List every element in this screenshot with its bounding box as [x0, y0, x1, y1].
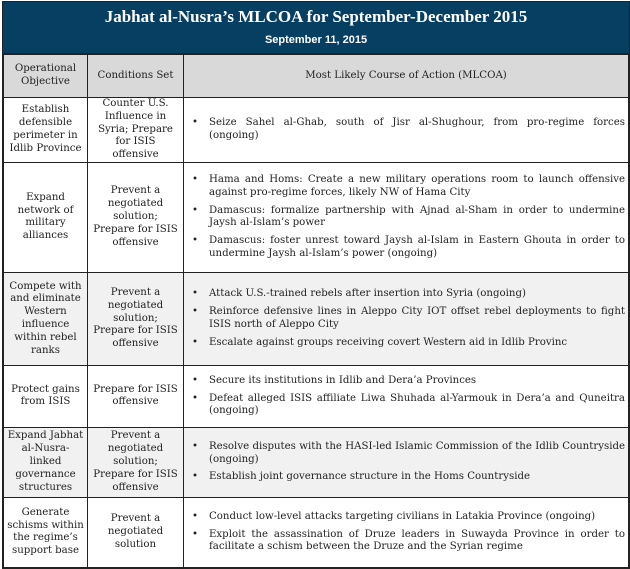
- conditions-cell: Prevent a negotiated solution; Prepare for ISIS offensive: [88, 272, 184, 365]
- action-item: • Defeat alleged ISIS affiliate Liwa Shuhada al-Yarmouk in Dera’a and Quneitra (ongoing): [187, 393, 625, 419]
- conditions-cell: Prevent a negotiated solution; Prepare for ISIS offensive: [88, 427, 184, 497]
- table-row: [4, 162, 629, 272]
- actions-cell: [184, 98, 629, 163]
- actions-list: [187, 174, 625, 261]
- action-item: • Exploit the assassination of Druze leaders in Suwayda Province in order to facilitate a schism between the Druze and the Syrian regime: [187, 529, 625, 555]
- actions-list: [187, 375, 625, 418]
- actions-cell: [184, 497, 629, 567]
- objective-cell: Generate schisms within the regime’s support base: [4, 497, 88, 567]
- header-conditions: Conditions Set: [88, 55, 184, 98]
- title-banner: [3, 2, 629, 54]
- objective-cell: Establish defensible perimeter in Idlib Province: [4, 98, 88, 163]
- action-item: • Damascus: foster unrest toward Jaysh al-Islam in Eastern Ghouta in order to undermine Jaysh al-Islam’s power (ongoing): [187, 235, 625, 261]
- actions-cell: [184, 427, 629, 497]
- actions-list: [187, 441, 625, 484]
- actions-list: [187, 117, 625, 143]
- action-item: • Seize Sahel al-Ghab, south of Jisr al-Shughour, from pro-regime forces (ongoing): [187, 117, 625, 143]
- table-row: [4, 365, 629, 427]
- action-item: • Reinforce defensive lines in Aleppo City IOT offset rebel deployments to fight ISIS north of Aleppo City: [187, 306, 625, 332]
- actions-list: [187, 511, 625, 554]
- conditions-cell: Prevent a negotiated solution: [88, 497, 184, 567]
- table-title: Jabhat al-Nusra’s MLCOA for September-December 2015: [104, 7, 528, 26]
- action-item: • Damascus: formalize partnership with Ajnad al-Sham in order to undermine Jaysh al-Islam’s power: [187, 205, 625, 231]
- conditions-cell: Prepare for ISIS offensive: [88, 365, 184, 427]
- conditions-cell: Counter U.S. Influence in Syria; Prepare for ISIS offensive: [88, 98, 184, 163]
- actions-cell: [184, 365, 629, 427]
- table-row: [4, 272, 629, 365]
- header-mlcoa: Most Likely Course of Action (MLCOA): [184, 55, 629, 98]
- header-row: [4, 55, 629, 98]
- table-row: [4, 427, 629, 497]
- table-row: [4, 98, 629, 163]
- mlcoa-table-container: [2, 1, 630, 569]
- header-objective: Operational Objective: [4, 55, 88, 98]
- action-item: • Escalate against groups receiving covert Western aid in Idlib Provinc: [187, 337, 625, 350]
- actions-cell: [184, 162, 629, 272]
- objective-cell: Protect gains from ISIS: [4, 365, 88, 427]
- mlcoa-table: [3, 54, 629, 568]
- action-item: • Attack U.S.-trained rebels after insertion into Syria (ongoing): [187, 288, 625, 301]
- table-date: September 11, 2015: [264, 34, 368, 46]
- table-row: [4, 497, 629, 567]
- action-item: • Conduct low-level attacks targeting civilians in Latakia Province (ongoing): [187, 511, 625, 524]
- action-item: • Resolve disputes with the HASI-led Islamic Commission of the Idlib Countryside (ongoing): [187, 441, 625, 467]
- objective-cell: Expand network of military alliances: [4, 162, 88, 272]
- objective-cell: Expand Jabhat al-Nusra-linked governance structures: [4, 427, 88, 497]
- actions-list: [187, 288, 625, 349]
- conditions-cell: Prevent a negotiated solution; Prepare for ISIS offensive: [88, 162, 184, 272]
- actions-cell: [184, 272, 629, 365]
- objective-cell: Compete with and eliminate Western influence within rebel ranks: [4, 272, 88, 365]
- action-item: • Hama and Homs: Create a new military operations room to launch offensive against pro-regime forces, likely NW of Hama City: [187, 174, 625, 200]
- action-item: • Secure its institutions in Idlib and Dera’a Provinces: [187, 375, 625, 388]
- action-item: • Establish joint governance structure in the Homs Countryside: [187, 471, 625, 484]
